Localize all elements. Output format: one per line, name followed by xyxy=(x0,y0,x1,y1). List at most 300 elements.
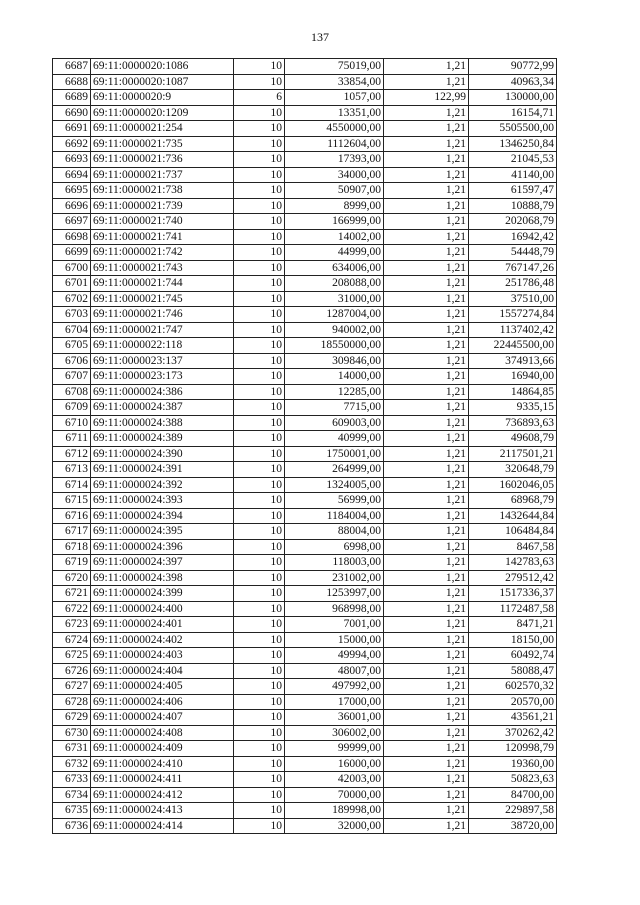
group-code-cell: 10 xyxy=(234,214,285,230)
cadastral-number-cell: 69:11:0000021:741 xyxy=(91,229,234,245)
group-code-cell: 10 xyxy=(234,415,285,431)
base-value-cell: 13351,00 xyxy=(285,105,384,121)
table-row xyxy=(53,617,557,633)
base-value-cell: 17000,00 xyxy=(285,694,384,710)
cadastral-number-cell: 69:11:0000023:173 xyxy=(91,369,234,385)
cadastral-number-cell: 69:11:0000021:737 xyxy=(91,167,234,183)
group-code-cell: 10 xyxy=(234,508,285,524)
coefficient-cell: 1,21 xyxy=(384,818,469,834)
coefficient-cell: 1,21 xyxy=(384,338,469,354)
row-number-cell: 6699 xyxy=(53,245,91,261)
row-number-cell: 6723 xyxy=(53,617,91,633)
total-value-cell: 370262,42 xyxy=(469,725,557,741)
table-row xyxy=(53,493,557,509)
table-body xyxy=(53,59,557,834)
group-code-cell: 10 xyxy=(234,787,285,803)
row-number-cell: 6694 xyxy=(53,167,91,183)
group-code-cell: 10 xyxy=(234,632,285,648)
table-row xyxy=(53,710,557,726)
base-value-cell: 1184004,00 xyxy=(285,508,384,524)
row-number-cell: 6706 xyxy=(53,353,91,369)
group-code-cell: 10 xyxy=(234,477,285,493)
base-value-cell: 264999,00 xyxy=(285,462,384,478)
group-code-cell: 10 xyxy=(234,59,285,75)
table-row xyxy=(53,291,557,307)
coefficient-cell: 1,21 xyxy=(384,276,469,292)
group-code-cell: 10 xyxy=(234,245,285,261)
table-row xyxy=(53,384,557,400)
row-number-cell: 6736 xyxy=(53,818,91,834)
cadastral-number-cell: 69:11:0000021:745 xyxy=(91,291,234,307)
cadastral-number-cell: 69:11:0000024:392 xyxy=(91,477,234,493)
base-value-cell: 18550000,00 xyxy=(285,338,384,354)
row-number-cell: 6692 xyxy=(53,136,91,152)
base-value-cell: 634006,00 xyxy=(285,260,384,276)
base-value-cell: 6998,00 xyxy=(285,539,384,555)
total-value-cell: 54448,79 xyxy=(469,245,557,261)
total-value-cell: 602570,32 xyxy=(469,679,557,695)
cadastral-number-cell: 69:11:0000024:407 xyxy=(91,710,234,726)
cadastral-number-cell: 69:11:0000024:389 xyxy=(91,431,234,447)
base-value-cell: 15000,00 xyxy=(285,632,384,648)
total-value-cell: 58088,47 xyxy=(469,663,557,679)
row-number-cell: 6713 xyxy=(53,462,91,478)
coefficient-cell: 1,21 xyxy=(384,353,469,369)
row-number-cell: 6703 xyxy=(53,307,91,323)
total-value-cell: 18150,00 xyxy=(469,632,557,648)
coefficient-cell: 1,21 xyxy=(384,152,469,168)
row-number-cell: 6697 xyxy=(53,214,91,230)
group-code-cell: 10 xyxy=(234,756,285,772)
cadastral-number-cell: 69:11:0000021:735 xyxy=(91,136,234,152)
group-code-cell: 10 xyxy=(234,617,285,633)
total-value-cell: 50823,63 xyxy=(469,772,557,788)
base-value-cell: 968998,00 xyxy=(285,601,384,617)
base-value-cell: 940002,00 xyxy=(285,322,384,338)
cadastral-number-cell: 69:11:0000020:1209 xyxy=(91,105,234,121)
cadastral-number-cell: 69:11:0000020:1086 xyxy=(91,59,234,75)
coefficient-cell: 1,21 xyxy=(384,586,469,602)
base-value-cell: 16000,00 xyxy=(285,756,384,772)
row-number-cell: 6729 xyxy=(53,710,91,726)
row-number-cell: 6691 xyxy=(53,121,91,137)
total-value-cell: 9335,15 xyxy=(469,400,557,416)
row-number-cell: 6714 xyxy=(53,477,91,493)
total-value-cell: 130000,00 xyxy=(469,90,557,106)
coefficient-cell: 1,21 xyxy=(384,229,469,245)
row-number-cell: 6718 xyxy=(53,539,91,555)
cadastral-number-cell: 69:11:0000024:405 xyxy=(91,679,234,695)
coefficient-cell: 1,21 xyxy=(384,601,469,617)
coefficient-cell: 1,21 xyxy=(384,369,469,385)
cadastral-number-cell: 69:11:0000021:254 xyxy=(91,121,234,137)
row-number-cell: 6730 xyxy=(53,725,91,741)
coefficient-cell: 1,21 xyxy=(384,260,469,276)
coefficient-cell: 1,21 xyxy=(384,59,469,75)
cadastral-number-cell: 69:11:0000020:9 xyxy=(91,90,234,106)
table-row xyxy=(53,198,557,214)
total-value-cell: 16940,00 xyxy=(469,369,557,385)
table-row xyxy=(53,369,557,385)
total-value-cell: 10888,79 xyxy=(469,198,557,214)
total-value-cell: 16942,42 xyxy=(469,229,557,245)
row-number-cell: 6716 xyxy=(53,508,91,524)
row-number-cell: 6693 xyxy=(53,152,91,168)
base-value-cell: 7001,00 xyxy=(285,617,384,633)
table-row xyxy=(53,803,557,819)
total-value-cell: 251786,48 xyxy=(469,276,557,292)
coefficient-cell: 1,21 xyxy=(384,121,469,137)
row-number-cell: 6735 xyxy=(53,803,91,819)
total-value-cell: 279512,42 xyxy=(469,570,557,586)
table-row xyxy=(53,90,557,106)
cadastral-number-cell: 69:11:0000021:744 xyxy=(91,276,234,292)
total-value-cell: 1172487,58 xyxy=(469,601,557,617)
row-number-cell: 6709 xyxy=(53,400,91,416)
cadastral-number-cell: 69:11:0000021:738 xyxy=(91,183,234,199)
group-code-cell: 10 xyxy=(234,555,285,571)
group-code-cell: 10 xyxy=(234,400,285,416)
cadastral-number-cell: 69:11:0000023:137 xyxy=(91,353,234,369)
table-row xyxy=(53,632,557,648)
page-number: 137 xyxy=(311,30,329,44)
table-row xyxy=(53,136,557,152)
coefficient-cell: 1,21 xyxy=(384,245,469,261)
cadastral-number-cell: 69:11:0000024:388 xyxy=(91,415,234,431)
coefficient-cell: 1,21 xyxy=(384,477,469,493)
total-value-cell: 37510,00 xyxy=(469,291,557,307)
table-row xyxy=(53,772,557,788)
row-number-cell: 6722 xyxy=(53,601,91,617)
total-value-cell: 20570,00 xyxy=(469,694,557,710)
group-code-cell: 10 xyxy=(234,710,285,726)
group-code-cell: 10 xyxy=(234,152,285,168)
base-value-cell: 609003,00 xyxy=(285,415,384,431)
group-code-cell: 10 xyxy=(234,818,285,834)
base-value-cell: 7715,00 xyxy=(285,400,384,416)
total-value-cell: 19360,00 xyxy=(469,756,557,772)
row-number-cell: 6688 xyxy=(53,74,91,90)
table-row xyxy=(53,152,557,168)
base-value-cell: 208088,00 xyxy=(285,276,384,292)
coefficient-cell: 1,21 xyxy=(384,555,469,571)
row-number-cell: 6725 xyxy=(53,648,91,664)
total-value-cell: 41140,00 xyxy=(469,167,557,183)
table-row xyxy=(53,307,557,323)
row-number-cell: 6708 xyxy=(53,384,91,400)
table-row xyxy=(53,694,557,710)
coefficient-cell: 1,21 xyxy=(384,431,469,447)
table-row xyxy=(53,415,557,431)
coefficient-cell: 1,21 xyxy=(384,291,469,307)
group-code-cell: 10 xyxy=(234,353,285,369)
table-row xyxy=(53,524,557,540)
row-number-cell: 6728 xyxy=(53,694,91,710)
cadastral-number-cell: 69:11:0000024:399 xyxy=(91,586,234,602)
coefficient-cell: 1,21 xyxy=(384,74,469,90)
row-number-cell: 6710 xyxy=(53,415,91,431)
total-value-cell: 1137402,42 xyxy=(469,322,557,338)
table-row xyxy=(53,648,557,664)
table-row xyxy=(53,431,557,447)
base-value-cell: 56999,00 xyxy=(285,493,384,509)
row-number-cell: 6734 xyxy=(53,787,91,803)
coefficient-cell: 1,21 xyxy=(384,632,469,648)
table-row xyxy=(53,229,557,245)
group-code-cell: 10 xyxy=(234,183,285,199)
group-code-cell: 10 xyxy=(234,493,285,509)
cadastral-number-cell: 69:11:0000024:394 xyxy=(91,508,234,524)
base-value-cell: 306002,00 xyxy=(285,725,384,741)
total-value-cell: 1432644,84 xyxy=(469,508,557,524)
group-code-cell: 10 xyxy=(234,369,285,385)
group-code-cell: 10 xyxy=(234,803,285,819)
total-value-cell: 374913,66 xyxy=(469,353,557,369)
cadastral-number-cell: 69:11:0000024:414 xyxy=(91,818,234,834)
table-row xyxy=(53,353,557,369)
base-value-cell: 1324005,00 xyxy=(285,477,384,493)
coefficient-cell: 1,21 xyxy=(384,167,469,183)
group-code-cell: 10 xyxy=(234,446,285,462)
base-value-cell: 17393,00 xyxy=(285,152,384,168)
coefficient-cell: 1,21 xyxy=(384,694,469,710)
cadastral-number-cell: 69:11:0000024:386 xyxy=(91,384,234,400)
group-code-cell: 10 xyxy=(234,260,285,276)
base-value-cell: 44999,00 xyxy=(285,245,384,261)
total-value-cell: 106484,84 xyxy=(469,524,557,540)
table-row xyxy=(53,725,557,741)
coefficient-cell: 1,21 xyxy=(384,214,469,230)
group-code-cell: 10 xyxy=(234,307,285,323)
base-value-cell: 1057,00 xyxy=(285,90,384,106)
coefficient-cell: 1,21 xyxy=(384,756,469,772)
table-row xyxy=(53,400,557,416)
coefficient-cell: 1,21 xyxy=(384,741,469,757)
cadastral-number-cell: 69:11:0000024:387 xyxy=(91,400,234,416)
table-row xyxy=(53,818,557,834)
table-row xyxy=(53,121,557,137)
cadastral-number-cell: 69:11:0000024:409 xyxy=(91,741,234,757)
total-value-cell: 43561,21 xyxy=(469,710,557,726)
coefficient-cell: 1,21 xyxy=(384,415,469,431)
coefficient-cell: 1,21 xyxy=(384,648,469,664)
total-value-cell: 16154,71 xyxy=(469,105,557,121)
group-code-cell: 10 xyxy=(234,291,285,307)
coefficient-cell: 1,21 xyxy=(384,663,469,679)
cadastral-number-cell: 69:11:0000024:408 xyxy=(91,725,234,741)
base-value-cell: 497992,00 xyxy=(285,679,384,695)
base-value-cell: 231002,00 xyxy=(285,570,384,586)
cadastral-number-cell: 69:11:0000021:747 xyxy=(91,322,234,338)
group-code-cell: 10 xyxy=(234,121,285,137)
total-value-cell: 229897,58 xyxy=(469,803,557,819)
table-row xyxy=(53,105,557,121)
base-value-cell: 12285,00 xyxy=(285,384,384,400)
base-value-cell: 33854,00 xyxy=(285,74,384,90)
table-row xyxy=(53,214,557,230)
base-value-cell: 8999,00 xyxy=(285,198,384,214)
row-number-cell: 6702 xyxy=(53,291,91,307)
total-value-cell: 120998,79 xyxy=(469,741,557,757)
row-number-cell: 6700 xyxy=(53,260,91,276)
base-value-cell: 88004,00 xyxy=(285,524,384,540)
group-code-cell: 10 xyxy=(234,338,285,354)
table-row xyxy=(53,477,557,493)
cadastral-number-cell: 69:11:0000024:397 xyxy=(91,555,234,571)
row-number-cell: 6715 xyxy=(53,493,91,509)
coefficient-cell: 1,21 xyxy=(384,493,469,509)
base-value-cell: 49994,00 xyxy=(285,648,384,664)
coefficient-cell: 1,21 xyxy=(384,183,469,199)
table-row xyxy=(53,260,557,276)
base-value-cell: 14002,00 xyxy=(285,229,384,245)
table-row xyxy=(53,601,557,617)
table-row xyxy=(53,183,557,199)
cadastral-number-cell: 69:11:0000024:391 xyxy=(91,462,234,478)
group-code-cell: 10 xyxy=(234,741,285,757)
cadastral-number-cell: 69:11:0000020:1087 xyxy=(91,74,234,90)
table-row xyxy=(53,555,557,571)
cadastral-number-cell: 69:11:0000024:390 xyxy=(91,446,234,462)
total-value-cell: 8467,58 xyxy=(469,539,557,555)
total-value-cell: 8471,21 xyxy=(469,617,557,633)
total-value-cell: 736893,63 xyxy=(469,415,557,431)
cadastral-number-cell: 69:11:0000024:396 xyxy=(91,539,234,555)
group-code-cell: 10 xyxy=(234,586,285,602)
row-number-cell: 6721 xyxy=(53,586,91,602)
cadastral-number-cell: 69:11:0000021:740 xyxy=(91,214,234,230)
row-number-cell: 6690 xyxy=(53,105,91,121)
base-value-cell: 14000,00 xyxy=(285,369,384,385)
total-value-cell: 68968,79 xyxy=(469,493,557,509)
coefficient-cell: 1,21 xyxy=(384,136,469,152)
row-number-cell: 6696 xyxy=(53,198,91,214)
total-value-cell: 21045,53 xyxy=(469,152,557,168)
base-value-cell: 1287004,00 xyxy=(285,307,384,323)
base-value-cell: 1253997,00 xyxy=(285,586,384,602)
row-number-cell: 6707 xyxy=(53,369,91,385)
cadastral-number-cell: 69:11:0000024:395 xyxy=(91,524,234,540)
coefficient-cell: 1,21 xyxy=(384,570,469,586)
cadastral-number-cell: 69:11:0000021:743 xyxy=(91,260,234,276)
row-number-cell: 6687 xyxy=(53,59,91,75)
coefficient-cell: 1,21 xyxy=(384,772,469,788)
cadastral-number-cell: 69:11:0000024:411 xyxy=(91,772,234,788)
cadastral-number-cell: 69:11:0000024:402 xyxy=(91,632,234,648)
coefficient-cell: 1,21 xyxy=(384,198,469,214)
base-value-cell: 99999,00 xyxy=(285,741,384,757)
coefficient-cell: 1,21 xyxy=(384,462,469,478)
group-code-cell: 10 xyxy=(234,725,285,741)
base-value-cell: 50907,00 xyxy=(285,183,384,199)
coefficient-cell: 1,21 xyxy=(384,524,469,540)
cadastral-number-cell: 69:11:0000024:401 xyxy=(91,617,234,633)
row-number-cell: 6727 xyxy=(53,679,91,695)
group-code-cell: 10 xyxy=(234,648,285,664)
total-value-cell: 142783,63 xyxy=(469,555,557,571)
row-number-cell: 6731 xyxy=(53,741,91,757)
table-row xyxy=(53,741,557,757)
base-value-cell: 1112604,00 xyxy=(285,136,384,152)
row-number-cell: 6701 xyxy=(53,276,91,292)
row-number-cell: 6689 xyxy=(53,90,91,106)
base-value-cell: 166999,00 xyxy=(285,214,384,230)
table-row xyxy=(53,679,557,695)
table-row xyxy=(53,245,557,261)
row-number-cell: 6724 xyxy=(53,632,91,648)
base-value-cell: 40999,00 xyxy=(285,431,384,447)
base-value-cell: 32000,00 xyxy=(285,818,384,834)
cadastral-number-cell: 69:11:0000024:410 xyxy=(91,756,234,772)
row-number-cell: 6732 xyxy=(53,756,91,772)
table-row xyxy=(53,663,557,679)
total-value-cell: 60492,74 xyxy=(469,648,557,664)
group-code-cell: 10 xyxy=(234,679,285,695)
base-value-cell: 4550000,00 xyxy=(285,121,384,137)
coefficient-cell: 1,21 xyxy=(384,307,469,323)
table-row xyxy=(53,787,557,803)
row-number-cell: 6711 xyxy=(53,431,91,447)
cadastral-number-cell: 69:11:0000024:400 xyxy=(91,601,234,617)
row-number-cell: 6712 xyxy=(53,446,91,462)
row-number-cell: 6717 xyxy=(53,524,91,540)
row-number-cell: 6720 xyxy=(53,570,91,586)
total-value-cell: 84700,00 xyxy=(469,787,557,803)
group-code-cell: 10 xyxy=(234,276,285,292)
table-row xyxy=(53,508,557,524)
cadastral-number-cell: 69:11:0000021:746 xyxy=(91,307,234,323)
total-value-cell: 1517336,37 xyxy=(469,586,557,602)
cadastral-number-cell: 69:11:0000024:403 xyxy=(91,648,234,664)
cadastral-number-cell: 69:11:0000021:742 xyxy=(91,245,234,261)
base-value-cell: 31000,00 xyxy=(285,291,384,307)
group-code-cell: 10 xyxy=(234,462,285,478)
table-row xyxy=(53,322,557,338)
group-code-cell: 10 xyxy=(234,601,285,617)
base-value-cell: 36001,00 xyxy=(285,710,384,726)
cadastral-number-cell: 69:11:0000024:404 xyxy=(91,663,234,679)
group-code-cell: 10 xyxy=(234,105,285,121)
group-code-cell: 10 xyxy=(234,663,285,679)
row-number-cell: 6705 xyxy=(53,338,91,354)
cadastral-number-cell: 69:11:0000024:393 xyxy=(91,493,234,509)
total-value-cell: 202068,79 xyxy=(469,214,557,230)
group-code-cell: 10 xyxy=(234,229,285,245)
group-code-cell: 10 xyxy=(234,539,285,555)
total-value-cell: 14864,85 xyxy=(469,384,557,400)
total-value-cell: 90772,99 xyxy=(469,59,557,75)
coefficient-cell: 1,21 xyxy=(384,617,469,633)
total-value-cell: 767147,26 xyxy=(469,260,557,276)
cadastral-value-table xyxy=(52,58,557,834)
total-value-cell: 61597,47 xyxy=(469,183,557,199)
coefficient-cell: 1,21 xyxy=(384,400,469,416)
table-row xyxy=(53,756,557,772)
group-code-cell: 10 xyxy=(234,136,285,152)
total-value-cell: 2117501,21 xyxy=(469,446,557,462)
table-row xyxy=(53,74,557,90)
table-row xyxy=(53,59,557,75)
group-code-cell: 10 xyxy=(234,74,285,90)
total-value-cell: 40963,34 xyxy=(469,74,557,90)
coefficient-cell: 1,21 xyxy=(384,725,469,741)
row-number-cell: 6698 xyxy=(53,229,91,245)
total-value-cell: 320648,79 xyxy=(469,462,557,478)
base-value-cell: 48007,00 xyxy=(285,663,384,679)
row-number-cell: 6704 xyxy=(53,322,91,338)
table-row xyxy=(53,446,557,462)
group-code-cell: 10 xyxy=(234,524,285,540)
